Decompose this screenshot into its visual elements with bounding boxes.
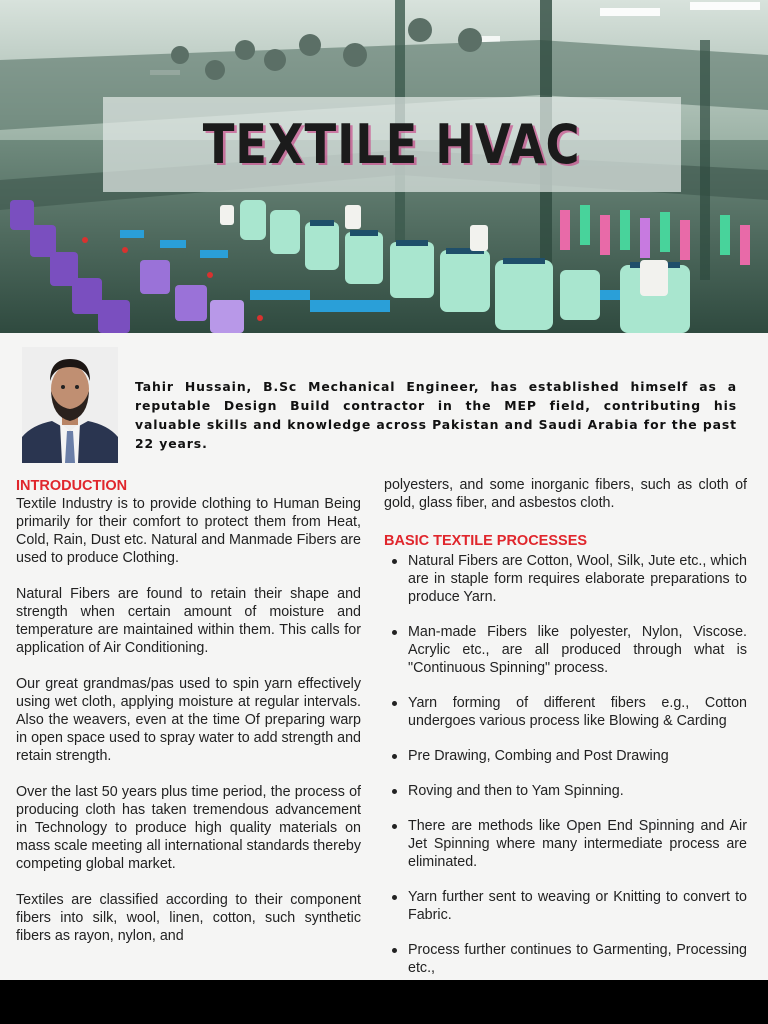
- list-item: [384, 552, 747, 606]
- list-item-text: Pre Drawing, Combing and Post Drawing: [408, 748, 669, 764]
- list-item-text: Process further continues to Garmenting, Processing etc.,: [408, 942, 747, 976]
- intro-continuation: polyesters, and some inorganic fibers, such as cloth of gold, glass fiber, and asbestos cloth.: [384, 477, 747, 511]
- author-photo: [22, 347, 118, 463]
- intro-paragraph: Natural Fibers are found to retain their shape and strength when certain amount of moisture and temperature are maintained within them. This calls for application of Air Conditioning.: [16, 586, 361, 656]
- intro-paragraph: Our great grandmas/pas used to spin yarn effectively using wet cloth, applying moisture at regular intervals. Also the weavers, even at the time Of preparing warp in open space used to spray water to add strength and retain strength.: [16, 676, 361, 764]
- intro-paragraph: Over the last 50 years plus time period, the process of producing cloth has taken tremendous advancement in Technology to produce high quality materials on mass scale meeting all international standards thereby competing global market.: [16, 784, 361, 872]
- author-bio: Tahir Hussain, B.Sc Mechanical Engineer, has established himself as a reputable Design Build contractor in the MEP field, contributing his valuable skills and knowledge across Pakistan and Saudi Arabia for the past 22 years.: [135, 379, 737, 451]
- bullet-icon: [392, 789, 397, 794]
- list-item-text: Roving and then to Yam Spinning.: [408, 783, 624, 799]
- bullet-icon: [392, 754, 397, 759]
- processes-list: [384, 552, 747, 977]
- list-item-text: Natural Fibers are Cotton, Wool, Silk, Jute etc., which are in staple form requires elaborate preparations to produce Yarn.: [408, 553, 747, 605]
- page-title: TEXTILE HVAC: [203, 113, 581, 176]
- list-item: [384, 888, 747, 924]
- bullet-icon: [392, 895, 397, 900]
- introduction-heading: INTRODUCTION: [16, 478, 128, 494]
- author-portrait-image: [22, 347, 118, 463]
- list-item: [384, 694, 747, 730]
- intro-paragraph: Textile Industry is to provide clothing to Human Being primarily for their comfort to protect them from Heat, Cold, Rain, Dust etc. Natural and Manmade Fibers are used to produce Clothing.: [16, 496, 361, 566]
- footer-bar: [0, 980, 768, 1024]
- processes-column: [384, 476, 747, 994]
- intro-paragraph: Textiles are classified according to their component fibers into silk, wool, linen, cotton, such synthetic fibers as rayon, nylon, and: [16, 892, 361, 944]
- list-item-text: Yarn further sent to weaving or Knitting to convert to Fabric.: [408, 889, 747, 923]
- list-item-text: There are methods like Open End Spinning and Air Jet Spinning where many intermediate process are eliminated.: [408, 818, 747, 870]
- bullet-icon: [392, 630, 397, 635]
- processes-heading: BASIC TEXTILE PROCESSES: [384, 533, 588, 549]
- list-item: [384, 941, 747, 977]
- title-box: [103, 97, 681, 192]
- list-item-text: Yarn forming of different fibers e.g., Cotton undergoes various process like Blowing & Carding: [408, 695, 747, 729]
- list-item: [384, 747, 747, 765]
- list-item: [384, 817, 747, 871]
- bullet-icon: [392, 948, 397, 953]
- bullet-icon: [392, 824, 397, 829]
- list-item-text: Man-made Fibers like polyester, Nylon, Viscose. Acrylic etc., are all produced through what is "Continuous Spinning" process.: [408, 624, 747, 676]
- bullet-icon: [392, 701, 397, 706]
- bullet-icon: [392, 559, 397, 564]
- list-item: [384, 623, 747, 677]
- hero-banner: [0, 0, 768, 333]
- introduction-column: [16, 477, 361, 945]
- list-item: [384, 782, 747, 800]
